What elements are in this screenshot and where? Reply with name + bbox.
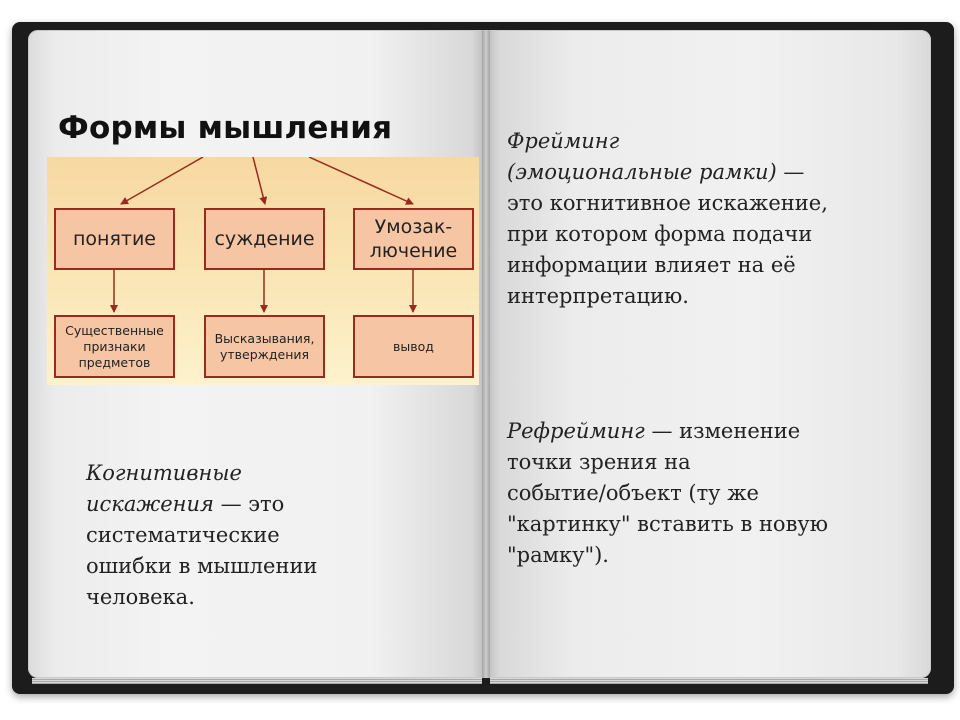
cognitive-distortions-definition: [86, 458, 386, 613]
concept-detail-box: Существенные признаки предметов: [54, 315, 175, 378]
book-spine: [482, 30, 490, 678]
arrow-to-inference: [309, 157, 413, 204]
right-page-edge: [490, 678, 928, 684]
term-reframing: Рефрейминг: [507, 419, 645, 443]
definition-framing: — это когнитивное искажение, при котором форма подачи информации влияет на её интерпретацию.: [507, 160, 828, 308]
judgment-box: суждение: [204, 208, 325, 270]
diagram-title: Формы мышления: [58, 110, 393, 146]
term-framing: Фрейминг (эмоциональные рамки): [507, 129, 777, 184]
definition-cognitive-distortions: — это систематические ошибки в мышлении человека.: [86, 492, 318, 609]
thinking-forms-diagram: [47, 157, 479, 385]
judgment-detail-box: Высказывания, утверждения: [204, 315, 325, 378]
left-page-edge: [32, 678, 482, 684]
framing-definition: [507, 126, 917, 312]
arrow-to-judgment: [253, 157, 265, 204]
reframing-definition: [507, 416, 922, 571]
term-cognitive-distortions: Когнитивные искажения: [86, 461, 242, 516]
definition-reframing: — изменение точки зрения на событие/объект (ту же "картинку" вставить в новую "рамку").: [507, 419, 829, 567]
concept-box: понятие: [54, 208, 175, 270]
inference-detail-box: вывод: [353, 315, 474, 378]
arrow-to-concept: [121, 157, 203, 204]
inference-box: Умозак- лючение: [353, 208, 474, 270]
